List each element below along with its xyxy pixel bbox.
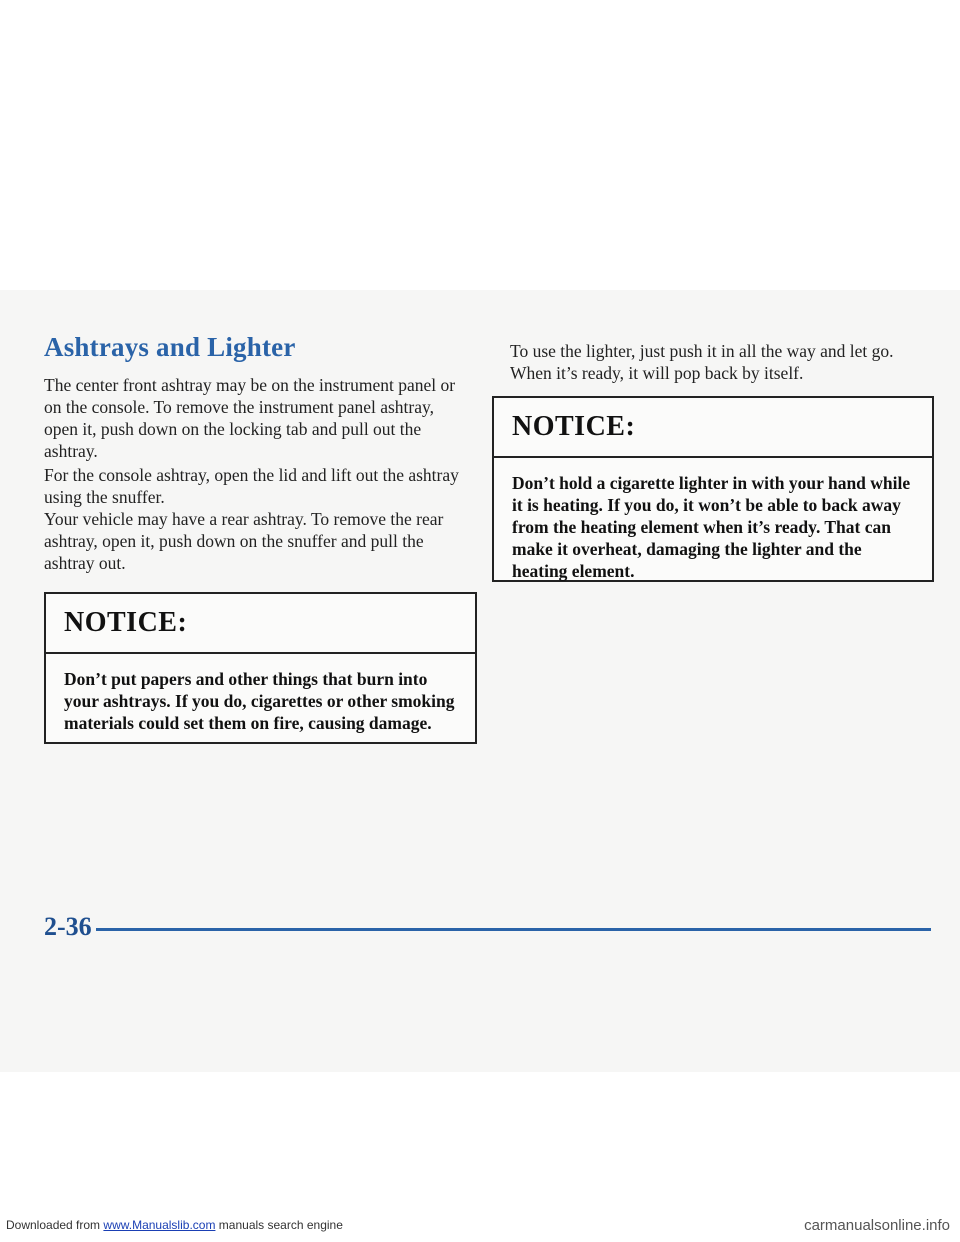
notice-box-ashtray (44, 592, 477, 744)
paragraph-center-ashtray: The center front ashtray may be on the instrument panel or on the console. To remove the instrument panel ashtray, open it, push down on the locking tab and pull out the ashtray. (44, 375, 456, 461)
section-heading: Ashtrays and Lighter (44, 332, 296, 362)
manualslib-link[interactable]: www.Manualslib.com (103, 1218, 216, 1232)
notice-text: Don’t hold a cigarette lighter in with your hand while it is heating. If you do, it won’t be able to back away from the heating element when it’s ready. That can make it overheat, damaging the lighter and the heating element. (512, 473, 911, 581)
footer-suffix: manuals search engine (218, 1218, 343, 1232)
download-footer (6, 1218, 343, 1232)
manual-page (0, 290, 960, 1072)
paragraph-console-ashtray: For the console ashtray, open the lid and lift out the ashtray using the snuffer. (44, 465, 459, 507)
notice-text: Don’t put papers and other things that burn into your ashtrays. If you do, cigarettes or other smoking materials could set them on fire, causing damage. (64, 669, 455, 733)
notice-box-lighter (492, 396, 934, 582)
paragraph-lighter-use: To use the lighter, just push it in all the way and let go. When it’s ready, it will pop back by itself. (510, 341, 894, 383)
notice-title: NOTICE: (494, 398, 932, 458)
top-margin (0, 0, 960, 290)
page-rule (96, 928, 931, 931)
paragraph-rear-ashtray: Your vehicle may have a rear ashtray. To remove the rear ashtray, open it, push down on the snuffer and pull the ashtray out. (44, 509, 444, 573)
page-number: 2-36 (44, 912, 92, 941)
watermark: carmanualsonline.info (804, 1217, 950, 1234)
notice-title: NOTICE: (46, 594, 475, 654)
footer-prefix: Downloaded from (6, 1218, 101, 1232)
